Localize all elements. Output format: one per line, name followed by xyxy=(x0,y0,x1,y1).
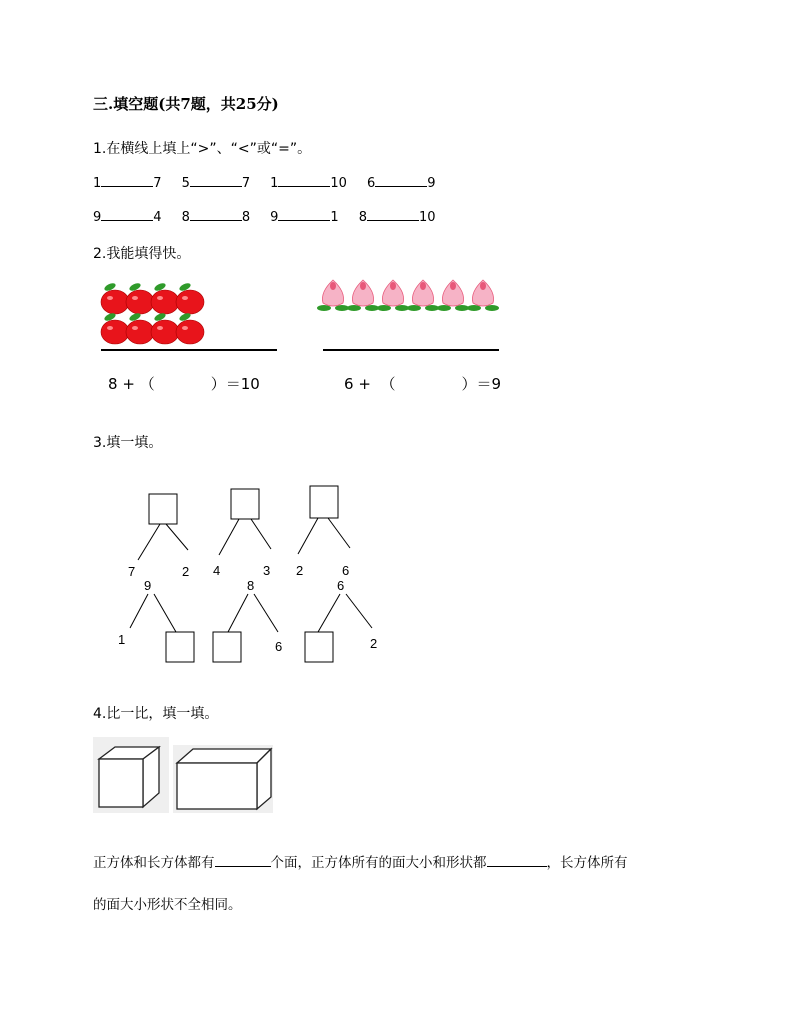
apple-icon xyxy=(126,282,154,314)
q1-row-2 xyxy=(93,208,436,225)
q1-item: 5 7 xyxy=(181,176,251,191)
q4-sentence-line-1: 正方体和长方体都有 个面，正方体所有的面大小和形状都 ，长方体所有 xyxy=(93,851,628,871)
answer-blank[interactable] xyxy=(278,174,330,187)
bond-right-number: 2 xyxy=(182,564,190,579)
q1-item: 6 9 xyxy=(366,176,436,191)
answer-blank[interactable] xyxy=(101,208,153,221)
answer-blank[interactable] xyxy=(190,174,242,187)
number-bond-bottom-1 xyxy=(110,576,200,666)
answer-box[interactable] xyxy=(166,632,194,662)
question-1-text: 1.在横线上填上“>”、“<”或“=”。 xyxy=(93,141,312,157)
peach-icon xyxy=(467,280,499,311)
apple-group xyxy=(101,282,204,344)
bond-top-number: 6 xyxy=(337,578,345,593)
peach-icon xyxy=(377,280,409,311)
divider-line xyxy=(323,349,499,351)
q1-item: 1 7 xyxy=(93,176,162,191)
bond-left-number: 4 xyxy=(213,563,221,578)
peach-icon xyxy=(347,280,379,311)
apple-icon xyxy=(176,312,204,344)
apple-icon xyxy=(126,312,154,344)
q1-item: 1 10 xyxy=(270,176,347,191)
q1-item: 8 10 xyxy=(358,210,436,225)
answer-blank[interactable] xyxy=(487,852,547,867)
answer-blank[interactable] xyxy=(190,208,242,221)
bond-right-number: 3 xyxy=(263,563,271,578)
bond-side-number: 6 xyxy=(275,639,283,654)
answer-blank[interactable] xyxy=(215,852,271,867)
answer-box[interactable] xyxy=(149,494,177,524)
cube-picture xyxy=(93,737,169,813)
answer-box[interactable] xyxy=(310,486,338,518)
divider-line xyxy=(101,349,277,351)
section-title: 三.填空题(共7题，共25分) xyxy=(93,95,279,113)
apple-icon xyxy=(101,282,129,314)
number-bond-top-2 xyxy=(205,485,285,580)
cuboid-picture xyxy=(173,745,273,813)
apples-picture xyxy=(100,278,210,346)
apple-icon xyxy=(101,312,129,344)
apple-icon xyxy=(176,282,204,314)
peach-icon xyxy=(407,280,439,311)
bond-left-number: 7 xyxy=(128,564,136,579)
answer-blank[interactable] xyxy=(101,174,153,187)
peach-group xyxy=(317,280,499,311)
peaches-picture xyxy=(316,280,500,316)
answer-box[interactable] xyxy=(213,632,241,662)
answer-blank[interactable] xyxy=(278,208,330,221)
equation-2: 6 + （ ）＝9 xyxy=(344,375,502,393)
equation-1: 8 + （ ）＝10 xyxy=(108,375,260,393)
q1-row-1 xyxy=(93,174,436,191)
q1-item: 9 4 xyxy=(93,210,162,225)
q1-item: 8 8 xyxy=(181,210,251,225)
question-3-text: 3.填一填。 xyxy=(93,435,163,451)
apple-icon xyxy=(151,312,179,344)
peach-icon xyxy=(317,280,349,311)
question-4-text: 4.比一比，填一填。 xyxy=(93,706,219,722)
answer-blank[interactable] xyxy=(375,174,427,187)
q1-item: 9 1 xyxy=(270,210,339,225)
q4-sentence-line-2: 的面大小形状不全相同。 xyxy=(93,897,242,913)
number-bond-bottom-2 xyxy=(208,576,298,666)
peach-icon xyxy=(437,280,469,311)
answer-box[interactable] xyxy=(231,489,259,519)
answer-blank[interactable] xyxy=(367,208,419,221)
question-2-text: 2.我能填得快。 xyxy=(93,246,191,262)
bond-top-number: 8 xyxy=(247,578,255,593)
bond-side-number: 1 xyxy=(118,632,126,647)
answer-box[interactable] xyxy=(305,632,333,662)
bond-right-number: 6 xyxy=(342,563,350,578)
bond-side-number: 2 xyxy=(370,636,378,651)
number-bond-top-1 xyxy=(120,490,200,580)
apple-icon xyxy=(151,282,179,314)
number-bond-top-3 xyxy=(288,482,368,580)
bond-left-number: 2 xyxy=(296,563,304,578)
number-bond-bottom-3 xyxy=(302,576,392,666)
bond-top-number: 9 xyxy=(144,578,152,593)
